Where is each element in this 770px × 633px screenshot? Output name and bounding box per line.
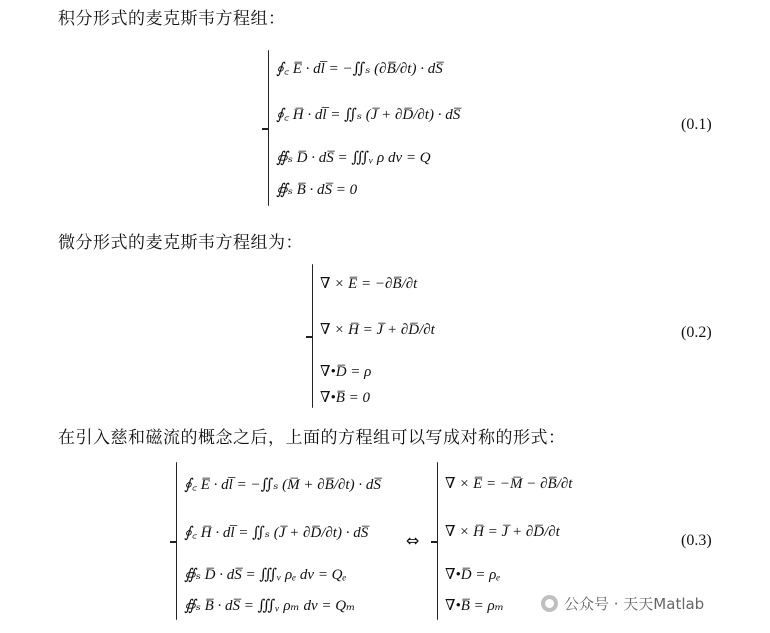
left-brace	[176, 462, 177, 620]
equation-number-2: (0.2)	[681, 324, 712, 341]
equation-ampere-symmetric-integral: ∮꜀ H̅ · dl̅ = ∬ₛ (J̅ + ∂D̅/∂t) · dS̅	[184, 525, 369, 541]
left-brace	[312, 264, 313, 408]
equation-faraday-differential: ∇ × E̅ = −∂B̅/∂t	[320, 276, 418, 292]
equation-gauss-electric-symmetric-differential: ∇•D̅ = ρₑ	[445, 567, 501, 583]
watermark	[541, 593, 704, 614]
equation-number-3: (0.3)	[681, 532, 712, 549]
equation-ampere-differential: ∇ × H̅ = J̅ + ∂D̅/∂t	[320, 322, 435, 338]
equation-gauss-magnetic-integral: ∯ₛ B̅ · dS̅ = 0	[276, 182, 358, 198]
equation-faraday-integral: ∮꜀ E̅ · dl̅ = −∬ₛ (∂B̅/∂t) · dS̅	[276, 61, 443, 77]
equation-gauss-magnetic-differential: ∇•B̅ = 0	[320, 390, 371, 406]
wechat-icon	[541, 595, 558, 612]
paragraph-integral-intro: 积分形式的麦克斯韦方程组：	[58, 9, 286, 29]
equation-gauss-magnetic-symmetric-differential: ∇•B̅ = ρₘ	[445, 598, 504, 614]
paragraph-symmetric-intro: 在引入慈和磁流的概念之后，上面的方程组可以写成对称的形式：	[58, 428, 566, 448]
paragraph-differential-intro: 微分形式的麦克斯韦方程组为：	[58, 233, 303, 253]
left-brace	[437, 462, 438, 620]
equation-gauss-magnetic-symmetric-integral: ∯ₛ B̅ · dS̅ = ∭ᵥ ρₘ dv = Qₘ	[184, 598, 356, 614]
equation-number-1: (0.1)	[681, 116, 712, 133]
equation-gauss-electric-differential: ∇•D̅ = ρ	[320, 364, 372, 380]
equation-faraday-symmetric-differential: ∇ × E̅ = −M̅ − ∂B̅/∂t	[445, 476, 573, 492]
watermark-text: 公众号 · 天天Matlab	[564, 595, 705, 613]
left-brace	[268, 50, 269, 206]
equation-faraday-symmetric-integral: ∮꜀ E̅ · dl̅ = −∬ₛ (M̅ + ∂B̅/∂t) · dS̅	[184, 477, 381, 493]
equivalence-symbol: ⇔	[406, 531, 420, 550]
equation-gauss-electric-symmetric-integral: ∯ₛ D̅ · dS̅ = ∭ᵥ ρₑ dv = Qₑ	[184, 567, 347, 583]
equation-ampere-integral: ∮꜀ H̅ · dl̅ = ∬ₛ (J̅ + ∂D̅/∂t) · dS̅	[276, 107, 461, 123]
equation-gauss-electric-integral: ∯ₛ D̅ · dS̅ = ∭ᵥ ρ dv = Q	[276, 150, 431, 166]
equation-ampere-symmetric-differential: ∇ × H̅ = J̅ + ∂D̅/∂t	[445, 524, 560, 540]
